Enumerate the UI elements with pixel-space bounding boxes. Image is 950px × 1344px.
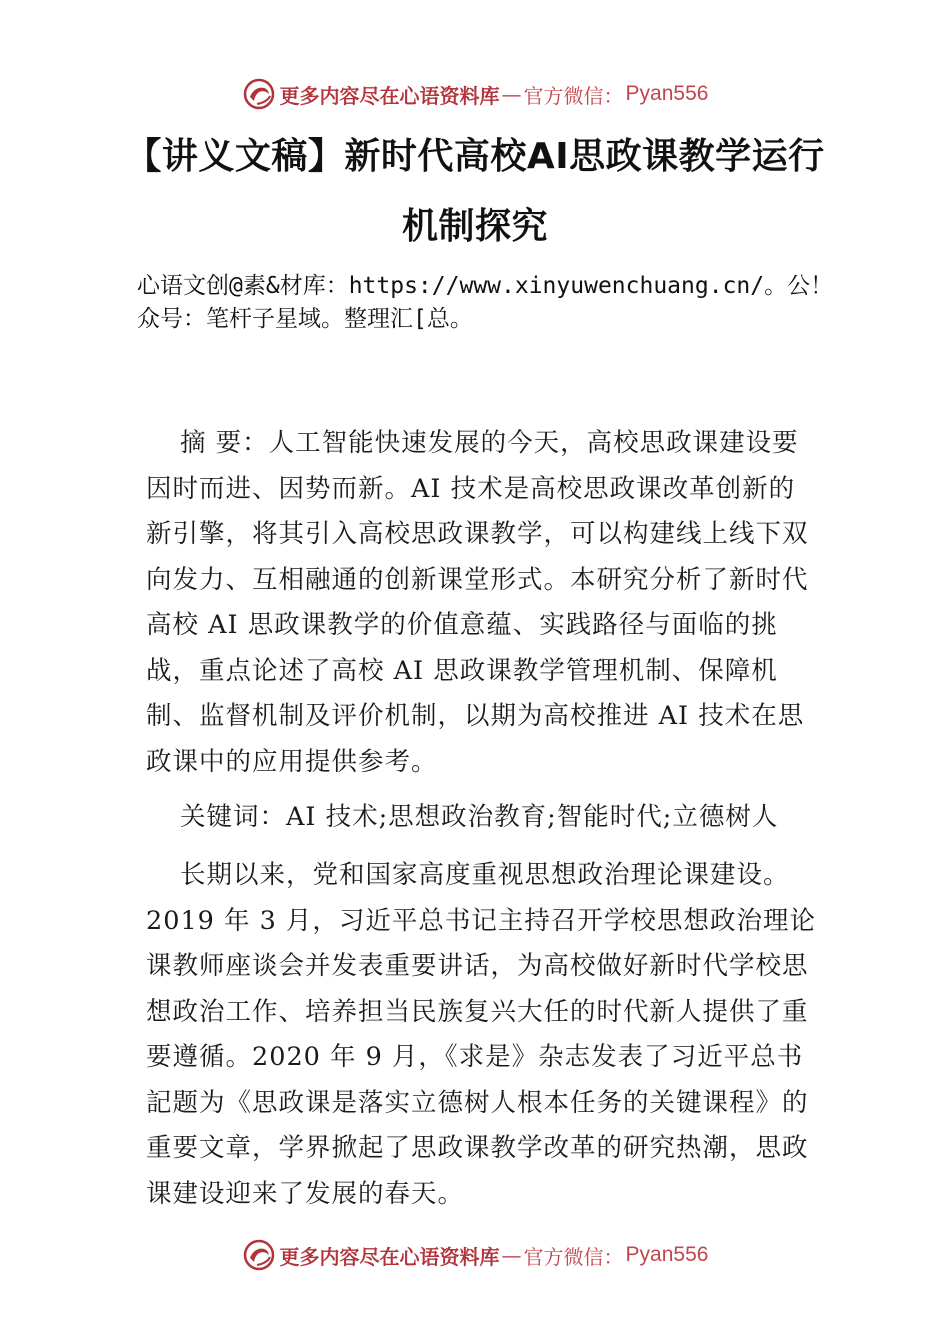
swirl-logo-icon	[242, 77, 276, 111]
document-title-line2: 机制探究	[401, 206, 548, 247]
banner-wechat-label: 官方微信：	[523, 1244, 624, 1269]
banner-dash: —	[501, 1243, 522, 1267]
body-paragraph: 长期以来，党和国家高度重视思想政治理论课建设。2019 年 3 月，习近平总书记主持召开学校思想政治理论课教师座谈会并发表重要讲话，为高校做好新时代学校思想政治工作、培养担当民族复兴大任的时代新人提供了重要遵循。2020 年 9 月，《求是》杂志发表了习近平总书記题为《思政课是落实立德树人根本任务的关键课程》的重要文章，学界掀起了思政课教学改革的研究热潮，思政课建设迎来了发展的春天。	[146, 860, 816, 1209]
document-title-line1: 【讲义文稿】新时代高校AI思政课教学运行	[125, 136, 825, 177]
header-banner	[0, 74, 950, 114]
banner-wechat-id: Pyan556	[625, 1243, 709, 1266]
keywords-line: 关键词：AI 技术;思想政治教育;智能时代;立德树人	[180, 802, 779, 832]
swirl-logo-icon	[242, 1238, 276, 1272]
banner-dash: —	[501, 82, 522, 106]
footer-banner	[0, 1235, 950, 1275]
source-note: 心语文创@素&材库：https://www.xinyuwenchuang.cn/。公！众号：笔杆子星域。整理汇[总。	[137, 273, 834, 332]
abstract-paragraph: 摘 要：人工智能快速发展的今天，高校思政课建设要因时而进、因势而新。AI 技术是高校思政课改革创新的新引擎，将其引入高校思政课教学，可以构建线上线下双向发力、互相融通的创新课堂形式。本研究分析了新时代高校 AI 思政课教学的价值意蕴、实践路径与面临的挑战，重点论述了高校 AI 思政课教学管理机制、保障机制、监督机制及评价机制，以期为高校推进 AI 技术在思政课中的应用提供参考。	[146, 428, 809, 777]
banner-wechat-id: Pyan556	[625, 82, 709, 105]
banner-wechat-label: 官方微信：	[523, 83, 624, 108]
banner-main-text: 更多内容尽在心语资料库	[279, 83, 500, 108]
banner-main-text: 更多内容尽在心语资料库	[279, 1244, 500, 1269]
